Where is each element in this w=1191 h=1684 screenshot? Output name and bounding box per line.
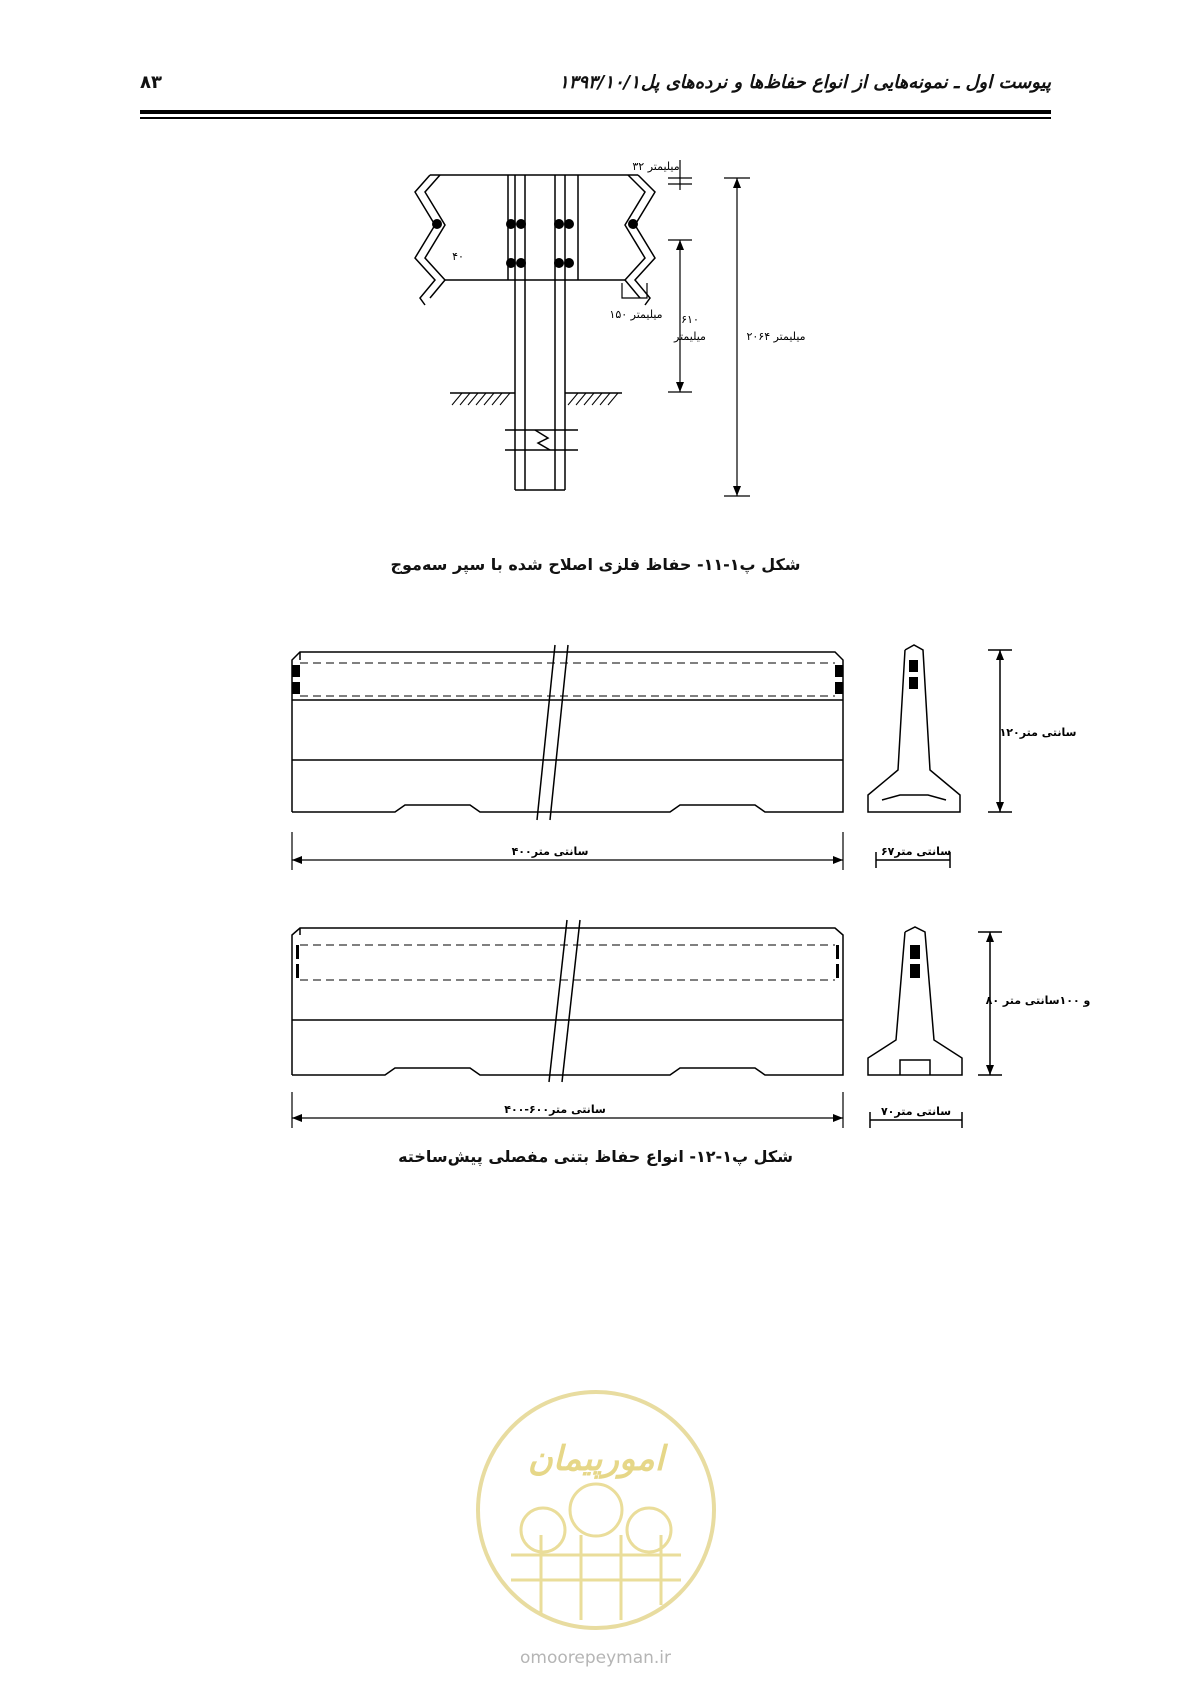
watermark-url-text: omoorepeyman.ir <box>519 1648 672 1668</box>
header-date: ۱۳۹۳/۱۰/۱ <box>559 72 640 93</box>
label-610-unit: میلیمتر <box>674 330 706 343</box>
bottom-width-label: ۷۰سانتی متر <box>880 1105 952 1118</box>
label-2064mm: ۲۰۶۴ میلیمتر <box>746 330 806 343</box>
watermark-url <box>0 1648 1191 1668</box>
label-32mm: ۳۲ میلیمتر <box>632 160 680 173</box>
bottom-length-label: ۴۰۰-۶۰۰سانتی متر <box>504 1103 606 1116</box>
figure-thrie-beam-guardrail <box>0 0 1191 560</box>
watermark-logo <box>471 1385 721 1635</box>
top-height-label: ۱۲۰سانتی متر <box>999 726 1077 739</box>
figure1-caption: شکل پ۱-۱۱- حفاظ فلزی اصلاح شده با سپر سه‌موج <box>390 555 801 574</box>
figure2-caption: شکل پ۱-۱۲- انواع حفاظ بتنی مفصلی پیش‌ساخته <box>398 1147 793 1166</box>
label-150mm: ۱۵۰ میلیمتر <box>609 308 663 321</box>
top-width-label: ۶۷سانتی متر <box>880 845 952 858</box>
figure-concrete-barriers <box>0 620 1191 1140</box>
label-610: ۶۱۰ <box>681 313 699 326</box>
top-length-label: ۴۰۰سانتی متر <box>511 845 589 858</box>
bottom-height-label: ۸۰ و ۱۰۰سانتی متر <box>985 994 1091 1007</box>
watermark-logo-text: امورپیمان <box>527 1439 665 1479</box>
header-title: پیوست اول ـ نمونه‌هایی از انواع حفاظ‌ها و نرده‌های پل <box>640 72 1051 93</box>
page-number: ۸۳ <box>140 72 162 93</box>
label-40: ۴۰ <box>452 250 464 263</box>
